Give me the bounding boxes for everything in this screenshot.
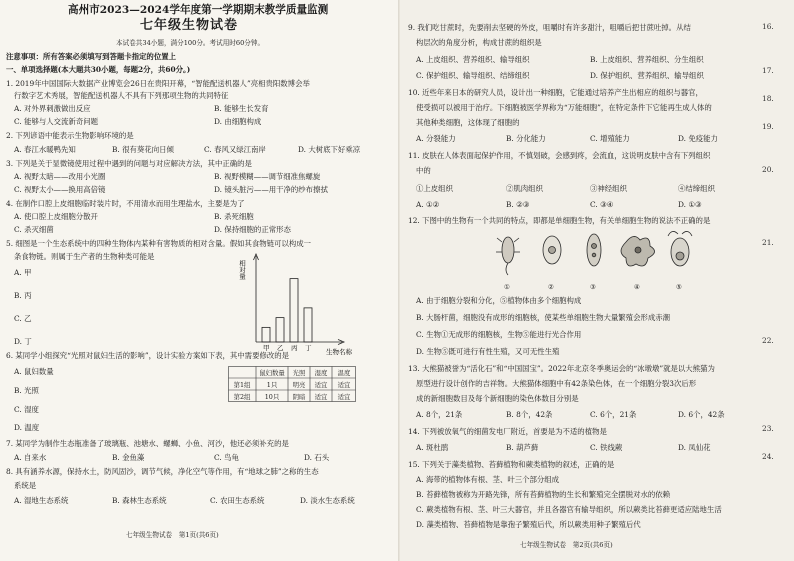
q11-line-1: 11. 皮肤在人体表面起保护作用，不慎划破，会感到疼，会流血，这说明皮肤中含有下列组织 bbox=[408, 151, 711, 160]
q10-option-a: A. 分裂能力 bbox=[416, 134, 456, 143]
page-footer-2: 七年级生物试卷 第2页(共6页) bbox=[520, 541, 613, 549]
q6-table-cell: 适宜 bbox=[337, 393, 351, 401]
q14-option-d: D. 凤仙花 bbox=[678, 443, 711, 452]
q4-stem: 4. 在制作口腔上皮细胞临时装片时，不用清水而用生理盐水，主要是为了 bbox=[6, 199, 245, 208]
q6-table-cell: 适宜 bbox=[314, 381, 328, 389]
q6-option-b: B. 光照 bbox=[14, 386, 39, 395]
q6-table-header: 鼠妇数量 bbox=[259, 369, 285, 377]
q5-option-d: D. 丁 bbox=[14, 337, 32, 346]
q1-option-d: D. 由细胞构成 bbox=[214, 117, 262, 126]
q4-option-d: D. 保持细胞的正常形态 bbox=[214, 225, 291, 234]
q6-table-cell: 10只 bbox=[264, 393, 280, 401]
q1-option-c: C. 能够与人交流新奇问题 bbox=[14, 117, 98, 126]
q2-option-b: B. 很有葵花向日倾 bbox=[112, 145, 174, 154]
margin-number: 16. bbox=[762, 22, 774, 31]
q12-label-3: ③ bbox=[590, 283, 596, 291]
q4-option-a: A. 使口腔上皮细胞分散开 bbox=[14, 212, 98, 221]
q11-option-a: A. ①② bbox=[416, 200, 440, 209]
margin-number: 19. bbox=[762, 122, 774, 131]
tick-label: 甲 bbox=[263, 344, 270, 352]
q9-option-a: A. 上皮组织、营养组织、输导组织 bbox=[416, 55, 530, 64]
margin-number: 21. bbox=[762, 238, 774, 247]
q5-option-a: A. 甲 bbox=[14, 268, 32, 277]
bar-2 bbox=[276, 318, 284, 342]
q11-option-c: C. ③④ bbox=[590, 200, 614, 209]
q6-table-cell: 适宜 bbox=[314, 393, 328, 401]
q13-option-b: B. 8个，42条 bbox=[506, 410, 553, 419]
bacterium-figure bbox=[496, 237, 520, 275]
q8-line-1: 8. 具有涵养水源，保持水土，防风固沙，调节气候，净化空气等作用，有“地球之肺”之称的生态 bbox=[6, 467, 319, 476]
q7-option-b: B. 金鱼藻 bbox=[112, 453, 145, 462]
q13-option-a: A. 8个，21条 bbox=[416, 410, 463, 419]
q6-table-header: 湿度 bbox=[314, 369, 328, 377]
q8-option-d: D. 淡水生态系统 bbox=[300, 496, 355, 505]
q2-option-a: A. 春江水暖鸭先知 bbox=[14, 145, 76, 154]
q5-line-1: 5. 细图是一个生态系统中的四种生物体内某种有害物质的相对含量。假如其食物链可以构成一 bbox=[6, 239, 312, 248]
margin-number: 18. bbox=[762, 94, 774, 103]
q11-tissue-3: ③神经组织 bbox=[590, 184, 627, 193]
q15-option-d: D. 藻类植物、苔藓植物是靠孢子繁殖后代，所以蕨类用种子繁殖后代 bbox=[416, 520, 641, 529]
q1-line-1: 1. 2019年中国国际大数据产业博览会26日在贵阳开幕，“智能配送机器人”亮相贵阳数博会举 bbox=[6, 79, 310, 88]
q6-table-cell: 第2组 bbox=[233, 393, 251, 401]
q3-option-b: B. 视野模糊——调节细准焦螺旋 bbox=[214, 172, 321, 181]
q1-line-2: 行数字艺术秀展，智能配送机器人不具有下列那项生物的共同特征 bbox=[14, 91, 229, 100]
q9-line-1: 9. 我们吃甘蔗时，先要削去坚硬的外皮，咀嚼时有许多甜汁，咀嚼后把甘蔗吐掉。从结 bbox=[408, 23, 691, 32]
margin-number: 17. bbox=[762, 66, 774, 75]
q13-option-c: C. 6个，21条 bbox=[590, 410, 637, 419]
q7-option-d: D. 石头 bbox=[304, 453, 330, 462]
q6-table-cell: 适宜 bbox=[337, 381, 351, 389]
q12-organisms-figure bbox=[486, 228, 706, 282]
q8-line-2: 系统是 bbox=[14, 481, 37, 490]
q14-option-b: B. 葫芦藓 bbox=[506, 443, 539, 452]
q10-option-b: B. 分化能力 bbox=[506, 134, 546, 143]
q6-option-a: A. 鼠妇数量 bbox=[14, 367, 54, 376]
q9-option-c: C. 保护组织、输导组织、结缔组织 bbox=[416, 71, 530, 80]
q3-stem: 3. 下列是关于显微镜使用过程中遇到的问题与对应解决方法，其中正确的是 bbox=[6, 159, 252, 168]
q2-option-c: C. 春风又绿江南岸 bbox=[204, 145, 266, 154]
q8-option-c: C. 农田生态系统 bbox=[210, 496, 265, 505]
tick-label: 乙 bbox=[277, 344, 284, 352]
q15-option-b: B. 苔藓植物被称为开路先锋，所有苔藓植物的生长和繁殖完全摆脱对水的依赖 bbox=[416, 490, 671, 499]
q10-line-1: 10. 近些年来日本的研究人员，设计出一种细胞，它能通过培养产生出相应的组织与器官， bbox=[408, 88, 703, 97]
q1-option-a: A. 对外界刺激做出反应 bbox=[14, 104, 91, 113]
q6-table-header: 温度 bbox=[337, 369, 351, 377]
q2-stem: 2. 下列谚语中能表示生物影响环境的是 bbox=[6, 131, 134, 140]
yeast-figure bbox=[543, 236, 561, 264]
q8-option-b: B. 森林生态系统 bbox=[112, 496, 167, 505]
paramecium-figure bbox=[587, 234, 601, 266]
q6-option-c: C. 湿度 bbox=[14, 405, 39, 414]
q5-option-b: B. 丙 bbox=[14, 291, 32, 300]
q6-option-d: D. 温度 bbox=[14, 423, 40, 432]
q10-line-3: 其他种类细胞，这体现了细胞的 bbox=[416, 118, 520, 127]
subject-title: 七年级生物试卷 bbox=[140, 18, 239, 33]
tick-label: 丁 bbox=[305, 344, 312, 352]
q15-stem: 15. 下列关于藻类植物、苔藓植物和蕨类植物的叙述，正确的是 bbox=[408, 460, 615, 469]
q6-table-cell: 第1组 bbox=[233, 381, 251, 389]
q5-line-2: 条食物链。则属于生产者的生物种类可能是 bbox=[14, 252, 155, 261]
q6-stem: 6. 某同学小组探究“光照对鼠妇生活的影响”，设计实验方案如下表，其中需要修改的是 bbox=[6, 351, 290, 360]
exam-page-2 bbox=[400, 0, 794, 561]
q11-option-b: B. ②③ bbox=[506, 200, 530, 209]
q12-label-2: ② bbox=[548, 283, 554, 291]
q6-table-cell: 1只 bbox=[266, 381, 278, 389]
q11-tissue-4: ④结缔组织 bbox=[678, 184, 715, 193]
q9-line-2: 构层次的角度分析，构成甘蔗的组织是 bbox=[416, 38, 542, 47]
q8-option-a: A. 湿地生态系统 bbox=[14, 496, 69, 505]
margin-number: 20. bbox=[762, 165, 774, 174]
q12-option-d: D. 生物⑤既可进行有性生殖，又可无性生殖 bbox=[416, 347, 560, 356]
q7-option-a: A. 自来水 bbox=[14, 453, 47, 462]
q9-option-d: D. 保护组织、营养组织、输导组织 bbox=[590, 71, 704, 80]
q14-stem: 14. 下列被放氧气的细菌发电厂附近，首要是为不适的植物是 bbox=[408, 427, 607, 436]
q4-option-b: B. 杀死细胞 bbox=[214, 212, 254, 221]
q12-option-b: B. 大肠杆菌，细胞没有成形的细胞核，使某些单细胞生物大量繁殖会形成赤潮 bbox=[416, 313, 671, 322]
q13-line-3: 成的新细胞数目及每个新细胞的染色体数目分别是 bbox=[416, 394, 579, 403]
q10-line-2: 使受损可以被用于治疗。下细胞被医学界称为“万能细胞”，在特定条件下它能再生成人体的 bbox=[416, 103, 712, 112]
q13-option-d: D. 6个，42条 bbox=[678, 410, 725, 419]
amoeba-figure bbox=[621, 236, 655, 266]
bar-1 bbox=[262, 327, 270, 342]
q12-label-4: ④ bbox=[634, 283, 640, 291]
q14-option-c: C. 铁线蕨 bbox=[590, 443, 623, 452]
q12-label-5: ⑤ bbox=[676, 283, 682, 291]
q12-stem: 12. 下图中的生物有一个共同的特点，即都是单细胞生物，有关单细胞生物的说法不正确的是 bbox=[408, 216, 711, 225]
q15-option-c: C. 蕨类植物有根、茎、叶三大器官，并且各器官有输导组织，所以蕨类比苔藓更适应陆地生活 bbox=[416, 505, 722, 514]
q10-option-c: C. 增殖能力 bbox=[590, 134, 630, 143]
chlamydomonas-figure bbox=[668, 231, 692, 266]
q3-option-a: A. 视野太暗——改用小光圈 bbox=[14, 172, 106, 181]
q10-option-d: D. 免疫能力 bbox=[678, 134, 718, 143]
bar-4 bbox=[304, 308, 312, 342]
margin-number: 24. bbox=[762, 452, 774, 461]
exam-info: 本试卷共34小题，满分100分。考试用时60分钟。 bbox=[116, 39, 265, 47]
q5-option-c: C. 乙 bbox=[14, 314, 32, 323]
tick-label: 丙 bbox=[291, 344, 298, 352]
q12-option-a: A. 由于细胞分裂和分化，⑤植物体由多个细胞构成 bbox=[416, 296, 582, 305]
q14-option-a: A. 斑杜鹃 bbox=[416, 443, 449, 452]
q6-table-header: 光照 bbox=[292, 369, 306, 377]
q11-line-2: 中的 bbox=[416, 166, 431, 175]
q1-option-b: B. 能够生长发育 bbox=[214, 104, 269, 113]
q13-line-1: 13. 大熊猫被誉为“活化石”和“中国国宝”。2022年北京冬季奥运会的“冰墩墩”就是以大熊猫为 bbox=[408, 364, 715, 373]
q11-tissue-2: ②肌肉组织 bbox=[506, 184, 543, 193]
q7-option-c: C. 鸟龟 bbox=[214, 453, 239, 462]
q6-table bbox=[228, 366, 356, 402]
page-footer-1: 七年级生物试卷 第1页(共6页) bbox=[126, 531, 219, 539]
x-axis-label: 生物名称 bbox=[326, 348, 352, 356]
q2-option-d: D. 大树底下好乘凉 bbox=[298, 145, 361, 154]
bar-3 bbox=[290, 279, 298, 342]
notice: 注意事项：所有答案必须填写到答题卡指定的位置上 bbox=[6, 52, 176, 61]
q15-option-a: A. 海带的植物体有根、茎、叶三个部分组成 bbox=[416, 475, 560, 484]
q11-tissue-1: ①上皮组织 bbox=[416, 184, 453, 193]
q3-option-c: C. 视野太小——换用高倍镜 bbox=[14, 185, 106, 194]
y-axis-label: 相对量 bbox=[238, 260, 246, 280]
exam-title: 高州市2023—2024学年度第一学期期末教学质量监测 bbox=[68, 4, 329, 16]
q3-option-d: D. 镜头脏污——用干净的纱布擦拭 bbox=[214, 185, 328, 194]
q12-option-c: C. 生物①无成形的细胞核，生物⑤能进行光合作用 bbox=[416, 330, 582, 339]
q12-label-1: ① bbox=[504, 283, 510, 291]
q11-option-d: D. ①③ bbox=[678, 200, 702, 209]
q6-table-cell: 阴暗 bbox=[292, 393, 306, 401]
margin-number: 23. bbox=[762, 424, 774, 433]
margin-number: 22. bbox=[762, 336, 774, 345]
q9-option-b: B. 上皮组织、营养组织、分生组织 bbox=[590, 55, 704, 64]
q6-table-cell: 明亮 bbox=[292, 381, 306, 389]
q4-option-c: C. 杀灭细菌 bbox=[14, 225, 54, 234]
q5-bar-chart bbox=[238, 246, 358, 356]
q7-stem: 7. 某同学为制作生态瓶准备了玻璃瓶、池塘水、螺蛳、小鱼、河沙，他还必须补充的是 bbox=[6, 439, 289, 448]
q13-line-2: 原型进行设计创作的吉祥物。大熊猫体细胞中有42条染色体，在一个细胞分裂3次后形 bbox=[416, 379, 697, 388]
section-title: 一、单项选择题(本大题共30小题，每题2分，共60分。) bbox=[6, 65, 191, 74]
